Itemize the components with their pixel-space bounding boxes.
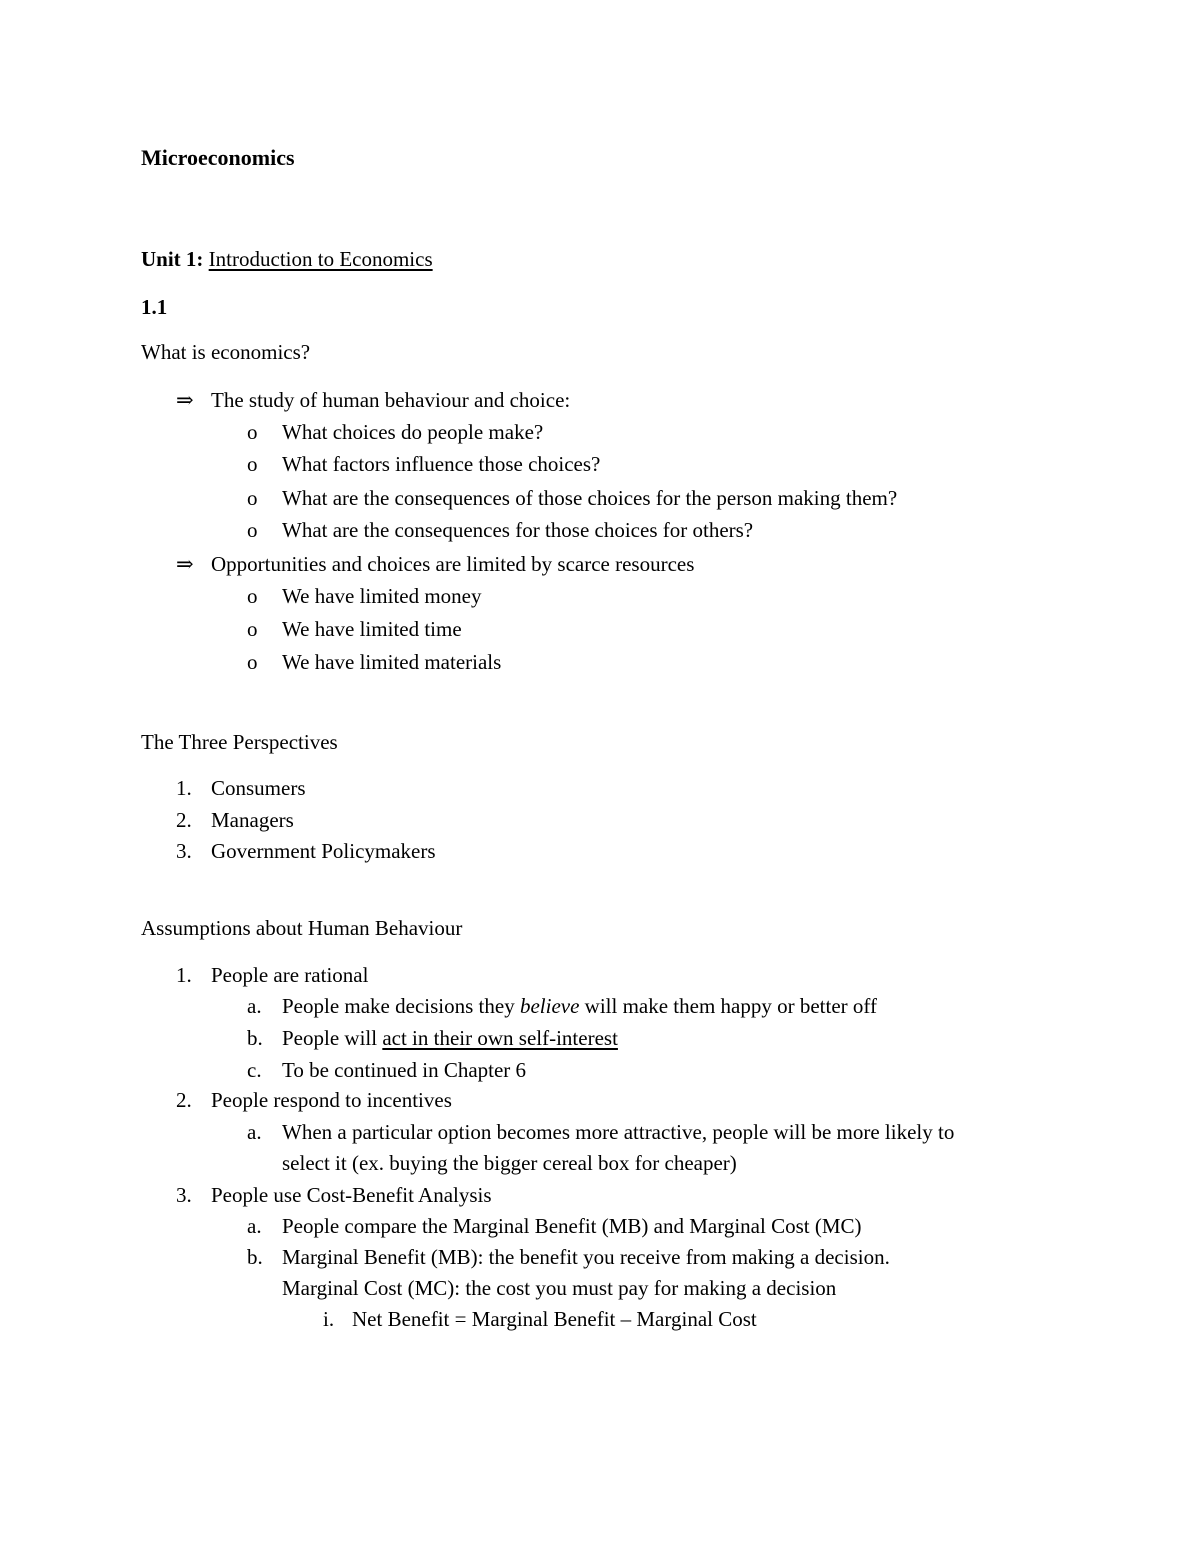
list-letter: b.	[247, 1245, 263, 1269]
text-segment: People will	[282, 1026, 383, 1050]
perspective-item: Government Policymakers	[211, 839, 436, 863]
list-number: 1.	[176, 776, 192, 800]
assumption-sub-item	[282, 996, 877, 1017]
perspective-item: Consumers	[211, 776, 306, 800]
arrow-icon: ⇒	[176, 388, 194, 412]
list-number: 1.	[176, 963, 192, 987]
arrow-icon: ⇒	[176, 552, 194, 576]
formula-item: Net Benefit = Marginal Benefit – Marginal Cost	[352, 1307, 757, 1331]
assumption-item: People are rational	[211, 963, 369, 987]
list-number: 2.	[176, 1088, 192, 1112]
list-roman: i.	[323, 1307, 335, 1331]
bullet-o: o	[247, 518, 258, 542]
assumption-item: People respond to incentives	[211, 1088, 452, 1112]
list-letter: b.	[247, 1026, 263, 1050]
bullet-o: o	[247, 617, 258, 641]
text-segment: will make them happy or better off	[579, 994, 878, 1018]
assumptions-heading: Assumptions about Human Behaviour	[141, 916, 463, 940]
emphasis-text: believe	[519, 994, 580, 1018]
q1-point-2: Opportunities and choices are limited by scarce resources	[211, 552, 695, 576]
list-letter: a.	[247, 994, 262, 1018]
list-letter: a.	[247, 1120, 262, 1144]
list-letter: a.	[247, 1214, 262, 1238]
doc-title: Microeconomics	[141, 145, 295, 170]
bullet-o: o	[247, 486, 258, 510]
assumption-sub-item: To be continued in Chapter 6	[282, 1058, 527, 1082]
unit-label: Unit 1:	[141, 247, 204, 271]
perspectives-heading: The Three Perspectives	[141, 730, 338, 754]
assumption-sub-item-cont: select it (ex. buying the bigger cereal box for cheaper)	[282, 1151, 737, 1175]
text-segment: People make decisions they	[282, 994, 520, 1018]
assumption-sub-item	[282, 1028, 618, 1049]
list-number: 3.	[176, 1183, 192, 1207]
assumption-item: People use Cost-Benefit Analysis	[211, 1183, 492, 1207]
section-number: 1.1	[141, 295, 168, 319]
assumption-sub-item: Marginal Benefit (MB): the benefit you receive from making a decision.	[282, 1245, 890, 1269]
q1-heading: What is economics?	[141, 340, 311, 364]
list-number: 2.	[176, 808, 192, 832]
unit-name: Introduction to Economics	[208, 247, 433, 271]
list-letter: c.	[247, 1058, 262, 1082]
q1-point-1-sub-3: What are the consequences of those choices for the person making them?	[282, 486, 898, 510]
q1-point-1: The study of human behaviour and choice:	[211, 388, 571, 412]
assumption-sub-item-cont: Marginal Cost (MC): the cost you must pay for making a decision	[282, 1276, 837, 1300]
q1-point-2-sub-3: We have limited materials	[282, 650, 502, 674]
q1-point-1-sub-1: What choices do people make?	[282, 420, 544, 444]
q1-point-2-sub-1: We have limited money	[282, 584, 482, 608]
unit-heading	[141, 249, 433, 270]
underlined-text: act in their own self-interest	[382, 1026, 618, 1050]
bullet-o: o	[247, 452, 258, 476]
q1-point-1-sub-2: What factors influence those choices?	[282, 452, 601, 476]
list-number: 3.	[176, 839, 192, 863]
q1-point-2-sub-2: We have limited time	[282, 617, 462, 641]
assumption-sub-item: When a particular option becomes more attractive, people will be more likely to	[282, 1120, 955, 1144]
assumption-sub-item: People compare the Marginal Benefit (MB) and Marginal Cost (MC)	[282, 1214, 862, 1238]
bullet-o: o	[247, 584, 258, 608]
perspective-item: Managers	[211, 808, 294, 832]
q1-point-1-sub-4: What are the consequences for those choices for others?	[282, 518, 754, 542]
bullet-o: o	[247, 650, 258, 674]
bullet-o: o	[247, 420, 258, 444]
